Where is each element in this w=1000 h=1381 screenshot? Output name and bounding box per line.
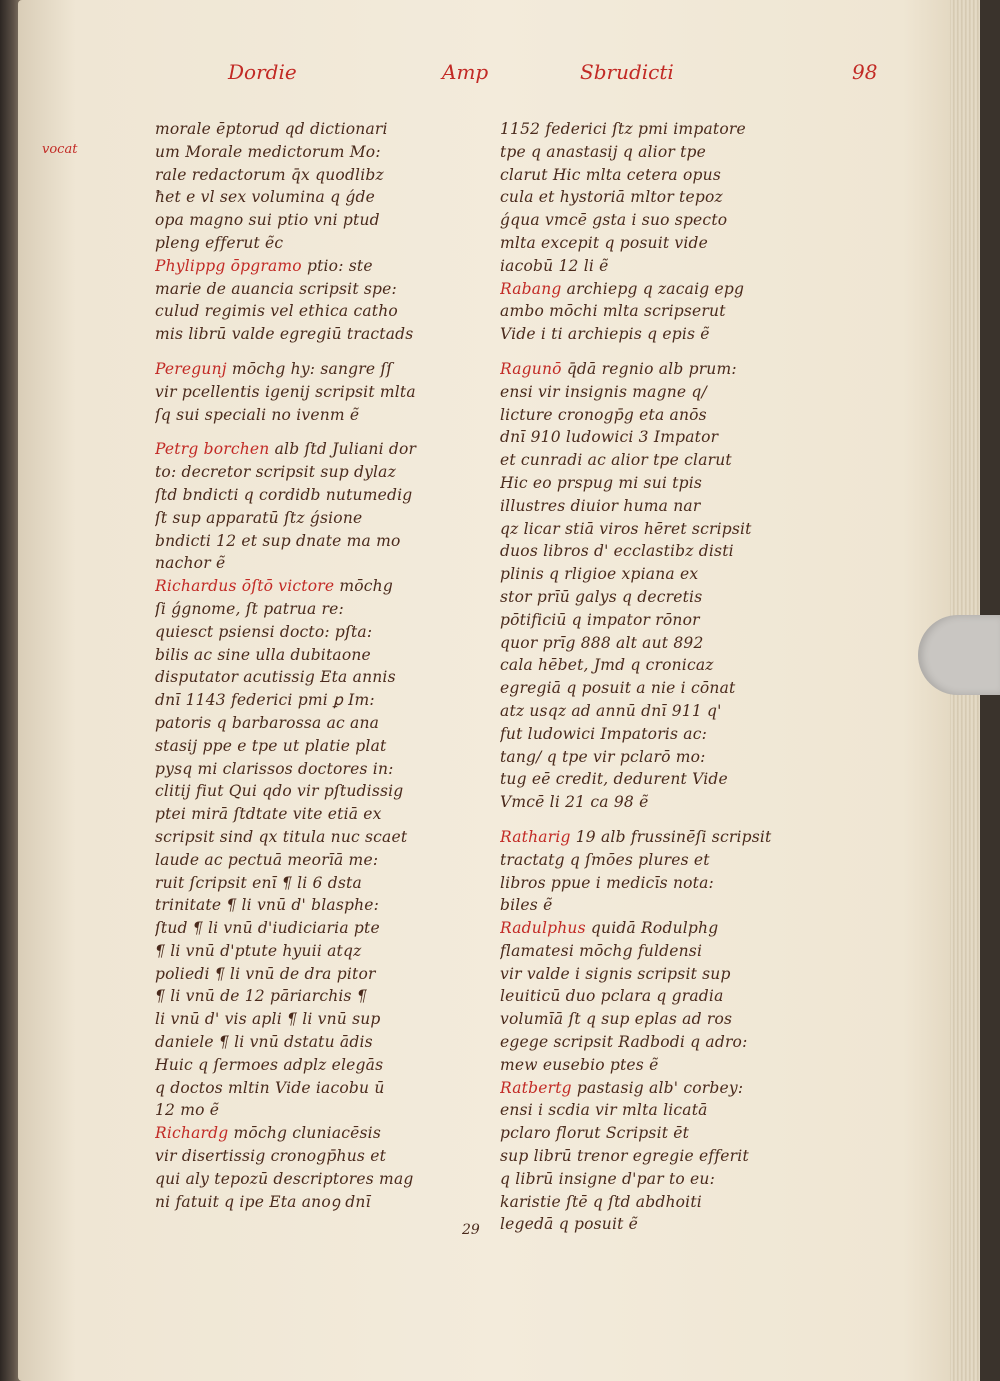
text-line bbox=[155, 849, 455, 872]
text-line bbox=[155, 209, 455, 232]
line-text: ruit ſcripsit enī ¶ li 6 dsta bbox=[155, 873, 362, 892]
text-line bbox=[155, 1168, 455, 1191]
line-text: mōchg bbox=[334, 577, 393, 596]
text-line bbox=[155, 598, 455, 621]
line-text: ſi ǵgnome, ſt patrua re: bbox=[155, 599, 344, 618]
text-line bbox=[155, 438, 455, 461]
line-text: pōtificiū q impator rōnor bbox=[500, 610, 700, 629]
line-text: biles ẽ bbox=[500, 896, 553, 915]
text-line bbox=[500, 985, 800, 1008]
text-line bbox=[500, 209, 800, 232]
line-text: bndicti 12 et sup dnate ma mo bbox=[155, 531, 401, 550]
text-line bbox=[500, 677, 800, 700]
text-line bbox=[155, 689, 455, 712]
right-text-column bbox=[500, 118, 800, 1236]
rubric-heading: Ratbertg bbox=[500, 1078, 572, 1097]
line-text: disputator acutissig Eta annis bbox=[155, 668, 396, 687]
line-text: laude ac pectuā meorīā me: bbox=[155, 850, 379, 869]
line-text: mlta excepit q posuit vide bbox=[500, 233, 709, 252]
line-text: quor prīg 888 alt aut 892 bbox=[500, 633, 704, 652]
line-text: daniele ¶ li vnū dstatu ādis bbox=[155, 1033, 373, 1052]
line-text: ensi i scdia vir mlta licatā bbox=[500, 1101, 708, 1120]
rubric-heading: Peregunj bbox=[155, 359, 227, 378]
rubric-heading: Phylippg ōpgramo bbox=[155, 256, 302, 275]
line-text: vir pcellentis igenij scripsit mlta bbox=[155, 382, 416, 401]
line-text: ensi vir insignis magne q/ bbox=[500, 382, 707, 401]
text-line bbox=[500, 1122, 800, 1145]
text-line bbox=[500, 1191, 800, 1214]
line-text: ſt sup apparatū ſtz ǵsione bbox=[155, 508, 363, 527]
text-line bbox=[500, 255, 800, 278]
line-text: sup librū trenor egregie efferit bbox=[500, 1147, 749, 1166]
line-text: poliedi ¶ li vnū de dra pitor bbox=[155, 964, 376, 983]
text-line bbox=[155, 1145, 455, 1168]
left-text-column bbox=[155, 118, 455, 1213]
line-text: dnī 1143 federici pmi ꝑ Im: bbox=[155, 691, 375, 710]
text-line bbox=[155, 552, 455, 575]
line-text: li vnū d' vis apli ¶ li vnū sup bbox=[155, 1010, 381, 1029]
text-line bbox=[155, 232, 455, 255]
line-text: flamatesi mōchg fuldensi bbox=[500, 941, 703, 960]
line-text: rale redactorum q̄x quodlibz bbox=[155, 165, 384, 184]
text-line bbox=[155, 826, 455, 849]
line-text: egregiā q posuit a nie i cōnat bbox=[500, 679, 736, 698]
line-text: leuiticū duo pclara q gradia bbox=[500, 987, 724, 1006]
line-text: vir disertissig cronogp̄hus et bbox=[155, 1147, 386, 1166]
line-text: mew eusebio ptes ẽ bbox=[500, 1055, 659, 1074]
text-line bbox=[500, 1077, 800, 1100]
running-header-right: Sbrudicti bbox=[580, 60, 674, 84]
text-line bbox=[500, 472, 800, 495]
text-line bbox=[500, 540, 800, 563]
line-text: volumīā ſt q sup eplas ad ros bbox=[500, 1010, 733, 1029]
text-line bbox=[500, 586, 800, 609]
text-line bbox=[155, 735, 455, 758]
line-text: stasij ppe e tpe ut platie plat bbox=[155, 736, 387, 755]
line-text: patoris q barbarossa ac ana bbox=[155, 713, 380, 732]
text-line bbox=[155, 404, 455, 427]
text-line bbox=[155, 575, 455, 598]
line-text: tpe q anastasij q alior tpe bbox=[500, 142, 707, 161]
text-line bbox=[500, 1145, 800, 1168]
line-text: trinitate ¶ li vnū d' blasphe: bbox=[155, 896, 380, 915]
line-text: 1152 federici ſtz pmi impatore bbox=[500, 120, 746, 138]
text-line bbox=[500, 118, 800, 141]
line-text: q doctos mltin Vide iacobu ū bbox=[155, 1078, 385, 1097]
line-text: morale ēptorud qd dictionari bbox=[155, 120, 388, 138]
text-line bbox=[155, 484, 455, 507]
line-text: ħet e vl sex volumina q ǵde bbox=[155, 188, 375, 207]
line-text: tractatg q ſmōes plures et bbox=[500, 850, 710, 869]
text-line bbox=[155, 803, 455, 826]
text-line bbox=[155, 758, 455, 781]
paragraph-gap bbox=[500, 346, 800, 358]
line-text: nachor ẽ bbox=[155, 554, 226, 573]
line-text: quiesct psiensi docto: pſta: bbox=[155, 622, 373, 641]
text-line bbox=[155, 164, 455, 187]
text-line bbox=[155, 358, 455, 381]
line-text: legedā q posuit ẽ bbox=[500, 1215, 639, 1234]
text-line bbox=[500, 826, 800, 849]
running-header-center: Amp bbox=[442, 60, 489, 84]
text-line bbox=[500, 1099, 800, 1122]
paragraph-gap bbox=[155, 346, 455, 358]
text-line bbox=[500, 1008, 800, 1031]
text-line bbox=[500, 849, 800, 872]
line-text: pclaro florut Scripsit ēt bbox=[500, 1124, 690, 1143]
text-line bbox=[500, 632, 800, 655]
line-text: et cunradi ac alior tpe clarut bbox=[500, 451, 732, 470]
text-line bbox=[155, 1191, 455, 1214]
line-text: ¶ li vnū de 12 pāriarchis ¶ bbox=[155, 987, 367, 1006]
text-line bbox=[500, 700, 800, 723]
text-line bbox=[500, 358, 800, 381]
line-text: culud regimis vel ethica catho bbox=[155, 302, 398, 321]
text-line bbox=[155, 985, 455, 1008]
line-text: qui aly tepozū descriptores mag bbox=[155, 1169, 414, 1188]
margin-note: vocat bbox=[42, 142, 78, 157]
text-line bbox=[500, 563, 800, 586]
line-text: mis librū valde egregiū tractads bbox=[155, 325, 414, 344]
text-line bbox=[155, 507, 455, 530]
text-line bbox=[155, 1122, 455, 1145]
text-line bbox=[500, 791, 800, 814]
line-text: 19 alb frussinēſi scripsit bbox=[570, 827, 772, 846]
line-text: plinis q rligioe xpiana ex bbox=[500, 565, 699, 584]
text-line bbox=[155, 1099, 455, 1122]
text-line bbox=[155, 323, 455, 346]
line-text: marie de auancia scripsit spe: bbox=[155, 279, 397, 298]
text-line bbox=[155, 917, 455, 940]
line-text: bilis ac sine ulla dubitaone bbox=[155, 645, 371, 664]
line-text: tang/ q tpe vir pclarō mo: bbox=[500, 747, 706, 766]
paragraph-gap bbox=[155, 426, 455, 438]
line-text: ptei mirā ſtdtate vite etiā ex bbox=[155, 805, 382, 824]
text-line bbox=[155, 1031, 455, 1054]
text-line bbox=[500, 323, 800, 346]
folio-number: 98 bbox=[852, 60, 878, 84]
text-line bbox=[500, 404, 800, 427]
line-text: Huic q ſermoes adplz elegās bbox=[155, 1055, 384, 1074]
rubric-heading: Radulphus bbox=[500, 919, 586, 938]
line-text: mōchg cluniacēsis bbox=[228, 1124, 381, 1143]
rubric-heading: Richardus ōſtō victore bbox=[155, 577, 335, 596]
line-text: quidā Rodulphg bbox=[585, 919, 719, 938]
text-line bbox=[500, 426, 800, 449]
rubric-heading: Richardg bbox=[155, 1124, 229, 1143]
text-line bbox=[155, 780, 455, 803]
text-line bbox=[500, 164, 800, 187]
text-line bbox=[155, 278, 455, 301]
text-line bbox=[500, 381, 800, 404]
line-text: mōchg hy: sangre ſſ bbox=[226, 359, 393, 378]
text-line bbox=[155, 381, 455, 404]
line-text: ſtd bndicti q cordidb nutumedig bbox=[155, 485, 413, 504]
text-line bbox=[500, 1031, 800, 1054]
line-text: opa magno sui ptio vni ptud bbox=[155, 211, 380, 230]
line-text: cula et hystoriā mltor tepoz bbox=[500, 188, 723, 207]
line-text: clitij fiut Qui qdo vir pſtudissig bbox=[155, 782, 404, 801]
line-text: iacobū 12 li ẽ bbox=[500, 256, 609, 275]
rubric-heading: Rabang bbox=[500, 279, 562, 298]
text-line bbox=[500, 518, 800, 541]
line-text: to: decretor scripsit sup dylaz bbox=[155, 463, 396, 482]
text-line bbox=[500, 917, 800, 940]
line-text: atz usqz ad annū dnī 911 q' bbox=[500, 701, 722, 720]
text-line bbox=[500, 449, 800, 472]
text-line bbox=[500, 141, 800, 164]
line-text: clarut Hic mlta cetera opus bbox=[500, 165, 721, 184]
paragraph-gap bbox=[500, 814, 800, 826]
line-text: um Morale medictorum Mo: bbox=[155, 142, 381, 161]
line-text: cala hēbet, Jmd q cronicaz bbox=[500, 656, 714, 675]
bottom-folio-number: 29 bbox=[462, 1222, 480, 1238]
text-line bbox=[500, 1213, 800, 1236]
text-line bbox=[155, 1008, 455, 1031]
text-line bbox=[155, 872, 455, 895]
text-line bbox=[155, 141, 455, 164]
text-line bbox=[500, 278, 800, 301]
line-text: ſtud ¶ li vnū d'iudiciaria pte bbox=[155, 919, 380, 938]
text-line bbox=[500, 768, 800, 791]
line-text: karistie ſtē q ſtd abdhoiti bbox=[500, 1192, 702, 1211]
text-line bbox=[500, 186, 800, 209]
line-text: tug eē credit, dedurent Vide bbox=[500, 770, 728, 789]
line-text: scripsit sind qx titula nuc scaet bbox=[155, 827, 408, 846]
text-line bbox=[155, 712, 455, 735]
rubric-heading: Ragunō bbox=[500, 359, 562, 378]
line-text: dnī 910 ludowici 3 Impator bbox=[500, 428, 719, 447]
text-line bbox=[500, 723, 800, 746]
text-line bbox=[500, 963, 800, 986]
line-text: ǵqua vmcē gsta i suo specto bbox=[500, 211, 728, 230]
line-text: duos libros d' ecclastibz disti bbox=[500, 542, 734, 561]
text-line bbox=[500, 940, 800, 963]
text-line bbox=[500, 300, 800, 323]
line-text: alb ſtd Juliani dor bbox=[269, 440, 417, 459]
line-text: pleng efferut ẽc bbox=[155, 233, 284, 252]
line-text: ¶ li vnū d'ptute hyuii atqz bbox=[155, 941, 362, 960]
line-text: Vmcē li 21 ca 98 ẽ bbox=[500, 793, 649, 812]
line-text: q librū insigne d'par to eu: bbox=[500, 1169, 716, 1188]
text-line bbox=[500, 872, 800, 895]
text-line bbox=[155, 461, 455, 484]
text-line bbox=[155, 1077, 455, 1100]
text-line bbox=[155, 186, 455, 209]
line-text: ni fatuit q ipe Eta anoꝯ dnī bbox=[155, 1192, 371, 1211]
text-line bbox=[500, 232, 800, 255]
line-text: ptio: ste bbox=[301, 256, 373, 275]
text-line bbox=[155, 644, 455, 667]
text-line bbox=[155, 621, 455, 644]
text-line bbox=[500, 894, 800, 917]
text-line bbox=[500, 654, 800, 677]
text-line bbox=[155, 940, 455, 963]
line-text: vir valde i signis scripsit sup bbox=[500, 964, 731, 983]
text-line bbox=[155, 118, 455, 141]
text-line bbox=[500, 495, 800, 518]
line-text: ambo mōchi mlta scripserut bbox=[500, 302, 726, 321]
line-text: Vide i ti archiepis q epis ẽ bbox=[500, 325, 710, 344]
text-line bbox=[500, 609, 800, 632]
text-line bbox=[500, 1168, 800, 1191]
line-text: pastasig alb' corbey: bbox=[571, 1078, 744, 1097]
line-text: pysq mi clarissos doctores in: bbox=[155, 759, 394, 778]
line-text: libros ppue i medicīs nota: bbox=[500, 873, 714, 892]
line-text: 12 mo ẽ bbox=[155, 1101, 220, 1120]
line-text: qz licar stiā viros hēret scripsit bbox=[500, 519, 752, 538]
bookmark-tab bbox=[918, 615, 1000, 695]
line-text: archiepg q zacaig epg bbox=[561, 279, 745, 298]
text-line bbox=[155, 300, 455, 323]
line-text: Hic eo prspug mi sui tpis bbox=[500, 473, 703, 492]
rubric-heading: Petrg borchen bbox=[155, 440, 270, 459]
line-text: egege scripsit Radbodi q adro: bbox=[500, 1033, 748, 1052]
text-line bbox=[500, 1054, 800, 1077]
line-text: q̄dā regnio alb prum: bbox=[561, 359, 737, 378]
rubric-heading: Ratharig bbox=[500, 827, 571, 846]
text-line bbox=[500, 746, 800, 769]
text-line bbox=[155, 894, 455, 917]
running-header-left: Dordie bbox=[228, 60, 297, 84]
text-line bbox=[155, 1054, 455, 1077]
line-text: fut ludowici Impatoris ac: bbox=[500, 724, 707, 743]
line-text: ſq sui speciali no ivenm ẽ bbox=[155, 405, 360, 424]
line-text: stor prīū galys q decretis bbox=[500, 587, 703, 606]
text-line bbox=[155, 255, 455, 278]
line-text: licture cronogp̄g eta anōs bbox=[500, 405, 707, 424]
text-line bbox=[155, 666, 455, 689]
text-line bbox=[155, 963, 455, 986]
text-line bbox=[155, 530, 455, 553]
line-text: illustres diuior huma nar bbox=[500, 496, 701, 515]
